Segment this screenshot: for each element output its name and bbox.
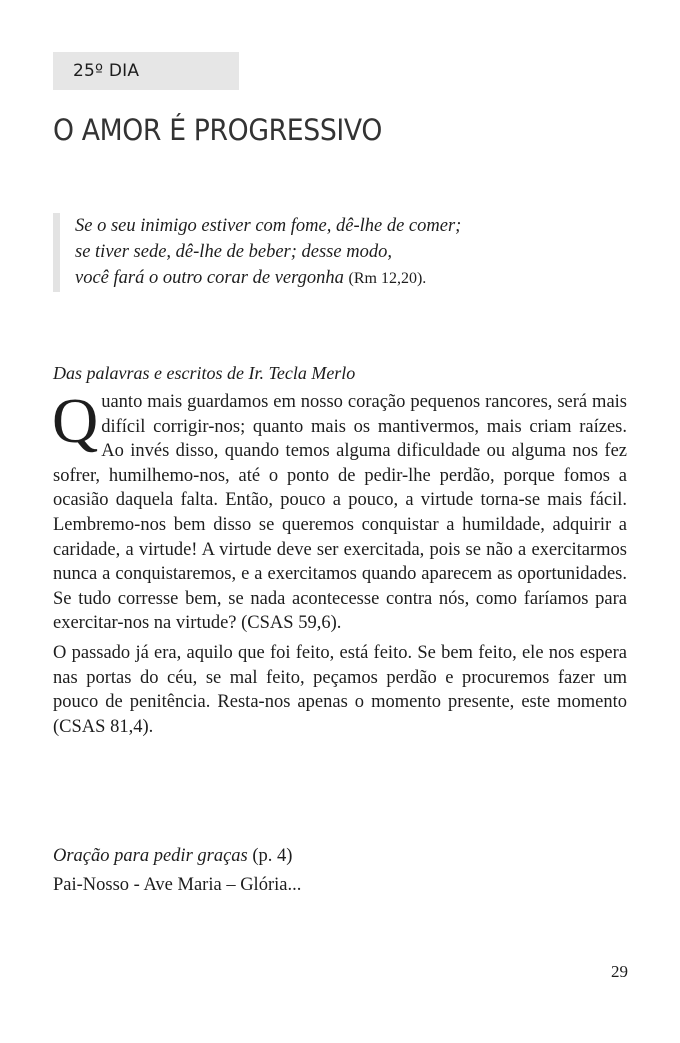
epigraph-last-line — [75, 268, 426, 288]
drop-cap: Q — [52, 385, 99, 456]
day-label: 25º DIA — [53, 52, 239, 90]
source-attribution: Das palavras e escritos de Ir. Tecla Merlo — [53, 363, 356, 383]
epigraph-line: se tiver sede, dê-lhe de beber; desse modo, — [75, 242, 392, 262]
prayer-heading — [53, 846, 292, 867]
paragraph — [52, 385, 627, 636]
prayer-title: Oração para pedir graças — [53, 846, 248, 866]
paragraph: O passado já era, aquilo que foi feito, está feito. Se bem feito, ele nos espera nas portas do céu, se mal feito, peçamos perdão e procuremos fazer um pouco de penitência. Resta-nos apenas o momento presente, este momento (CSAS 81,4). — [53, 642, 627, 737]
prayer-text: Pai-Nosso - Ave Maria – Glória... — [53, 875, 302, 895]
page-title: O AMOR É PROGRESSIVO — [53, 113, 382, 147]
paragraph-text: uanto mais guardamos em nosso coração pequenos rancores, será mais difícil corrigir-nos; quanto mais os mantivermos, mais criam raízes. Ao invés disso, quando temos alguma dificuldade ou alguma nos fez sofrer, humilhemo-nos, até o ponto de pedir-lhe perdão, porque fomos a ocasião daquela falta. Então, pouco a pouco, a virtude torna-se mais fácil. Lembremo-nos bem disso se queremos conquistar a humildade, adquirir a caridade, a virtude! A virtude deve ser exercitada, pois se não a exercitarmos nunca a conquistaremos, e a exercitamos quando aparecem as oportunidades. Se tudo corresse bem, se nada acontecesse contra nós, como faríamos para exercitar-nos na virtude? (CSAS 59,6). — [53, 392, 627, 634]
epigraph-reference: (Rm 12,20). — [348, 270, 427, 287]
prayer-page-ref: (p. 4) — [252, 846, 293, 866]
epigraph-line: Se o seu inimigo estiver com fome, dê-lhe de comer; — [75, 216, 462, 236]
page-number: 29 — [611, 962, 628, 981]
epigraph-line: você fará o outro corar de vergonha — [75, 268, 344, 288]
body-text — [52, 385, 627, 739]
epigraph-quote — [53, 213, 635, 292]
